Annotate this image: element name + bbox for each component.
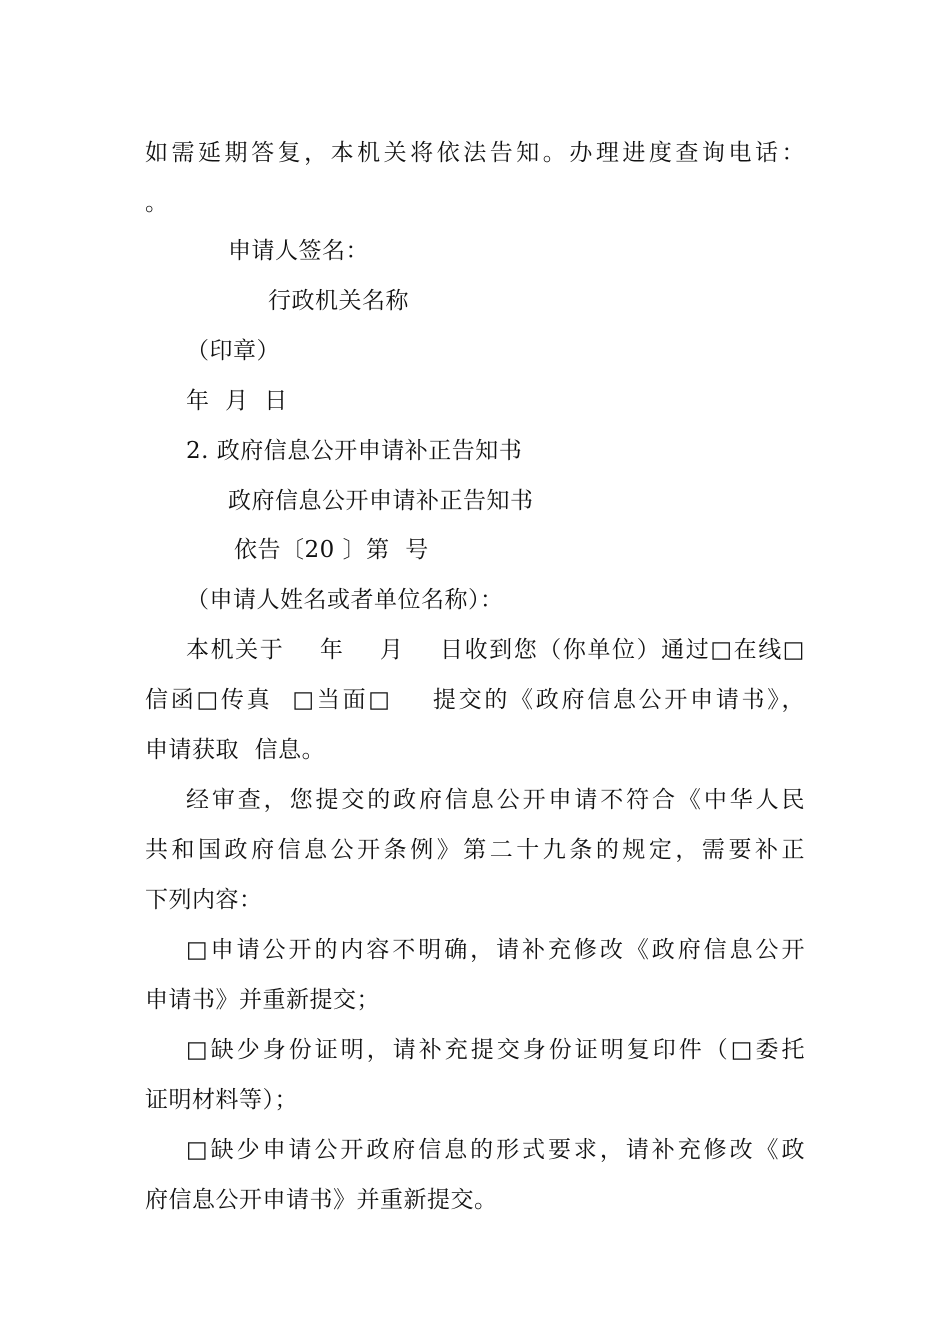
paragraph-delay-notice: 如需延期答复，本机关将依法告知。办理进度查询电话： — [145, 140, 805, 166]
receipt-paragraph-line-1: 本机关于 年 月 日收到您（你单位）通过□在线□ — [186, 637, 805, 663]
paragraph-delay-notice-end: 。 — [145, 190, 169, 216]
checkbox-item-unclear-content-line-2: 申请书》并重新提交； — [145, 987, 380, 1013]
checkbox-item-missing-id-line-2: 证明材料等）； — [145, 1087, 298, 1113]
checkbox-item-unclear-content-line-1: □申请公开的内容不明确，请补充修改《政府信息公开 — [186, 937, 805, 963]
notice-title: 政府信息公开申请补正告知书 — [228, 488, 534, 514]
review-paragraph-line-3: 下列内容： — [145, 887, 263, 913]
receipt-paragraph-line-2: 信函□传真 □当面□ 提交的《政府信息公开申请书》， — [145, 687, 805, 713]
date-label: 年 月 日 — [186, 388, 288, 414]
seal-label: （印章） — [186, 338, 280, 364]
checkbox-item-missing-format-line-2: 府信息公开申请书》并重新提交。 — [145, 1187, 498, 1213]
checkbox-item-missing-id-line-1: □缺少身份证明，请补充提交身份证明复印件（□委托 — [186, 1037, 805, 1063]
checkbox-item-missing-format-line-1: □缺少申请公开政府信息的形式要求，请补充修改《政 — [186, 1137, 805, 1163]
section-heading: 2. 政府信息公开申请补正告知书 — [186, 438, 523, 464]
agency-name-label: 行政机关名称 — [268, 288, 409, 314]
notice-number: 依告〔20 〕第 号 — [234, 537, 429, 563]
review-paragraph-line-2: 共和国政府信息公开条例》第二十九条的规定，需要补正 — [145, 837, 805, 863]
review-paragraph-line-1: 经审查，您提交的政府信息公开申请不符合《中华人民 — [186, 787, 805, 813]
applicant-signature-label: 申请人签名： — [228, 238, 369, 264]
receipt-paragraph-line-3: 申请获取 信息。 — [145, 737, 326, 763]
addressee: （申请人姓名或者单位名称）： — [186, 587, 504, 613]
